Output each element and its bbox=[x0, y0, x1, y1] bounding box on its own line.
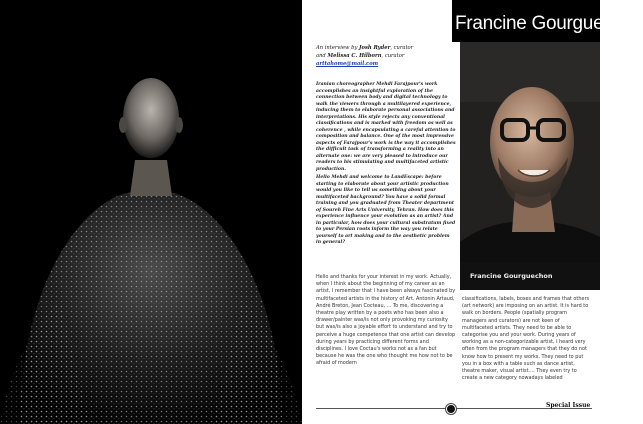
page-title: An interview with bbox=[14, 13, 154, 34]
byline-author-2: Melissa C. Hilborn bbox=[327, 53, 382, 59]
byline-prefix-2: and bbox=[316, 53, 326, 59]
interview-question: Hello Mehdi and welcome to LandEscape: before starting to elaborate about your artistic production would you like to tell us something about your multifaceted background? You have a solid formal training and you graduated from Theater department of Soureh Fine Arts University, Tehran. How does this experience influence your evolution as an artist? And in particular, how does your cultural substratum fixed to your Persian roots inform the way you relate yourself to art making and to the aesthetic problem in general? bbox=[316, 175, 456, 245]
answer-column-2: classifications, labels, boxes and frames that others (art network) are imposing on an artist. It is hard to walk on borders. People (spatially program managers and curators) are not keen of multifaceted artists. They need to be able to categorise you and your work. During years of working as a non-categorizable artist, I heard very often from the program managers that they do not know how to present my works. They need to put you in a box with a table such as dance artist, theatre maker, visual artist.... They even try to create a new category nowadays labeled bbox=[462, 296, 590, 382]
answer-column-1: Hello and thanks for your interest in my work. Actually, when I think about the beginning of my career as an artist, I remember that I have been always fascinated by multifaceted artists in the history of Art. Antonin Artaud, André Breton, Jean Cocteau, ... To me, discovering a theatre play written by a poets who has been also a drawer/painter was/is not only provoking my curiosity but was/is also a joyable effort to understand and try to perceive a huge competence that one artist can develop during years by practicing different forms and disciplines. I love Coctau's works not as a fan but because he was the one who thought me how not to be afraid of modern bbox=[316, 274, 456, 367]
footer-page-marker bbox=[446, 404, 456, 414]
byline-author-1: Josh Ryder bbox=[359, 45, 391, 51]
byline-role-2: , curator bbox=[381, 53, 405, 59]
byline-prefix-1: An interview by bbox=[316, 45, 358, 51]
contact-email-link[interactable]: arttahome@mail.com bbox=[316, 61, 379, 67]
portrait-caption: Francine Gourguechon bbox=[460, 262, 600, 290]
byline-line-2 bbox=[316, 52, 456, 60]
byline-line-1 bbox=[316, 44, 456, 52]
artist-portrait bbox=[460, 42, 600, 290]
page-title-name: Francine Gourguechon bbox=[455, 13, 643, 34]
byline bbox=[316, 44, 456, 68]
footer-section-label: Special Issue bbox=[546, 402, 591, 409]
intro-paragraph: Iranian choreographer Mehdi Farajpour's work accomplishes an insightful exploration of the connection between body and digital technology to walk the viewers through a multilayered experience, inducing them to elaborate personal associations and interpretations. His style rejects any conventional classifications and is marked with freedom as well as coherence , while encapsulating a careful attention to composition and balance. One of the most impressive aspects of Farajpour's work is the way it accomplishes the difficult task of transforming a reality into an alternate one: we are very pleased to introduce our readers to his stimulating and multifaceted artistic production. bbox=[316, 82, 456, 172]
byline-role-1: , curator bbox=[390, 45, 414, 51]
article-intro bbox=[316, 82, 456, 249]
dancer-photo bbox=[0, 0, 302, 424]
